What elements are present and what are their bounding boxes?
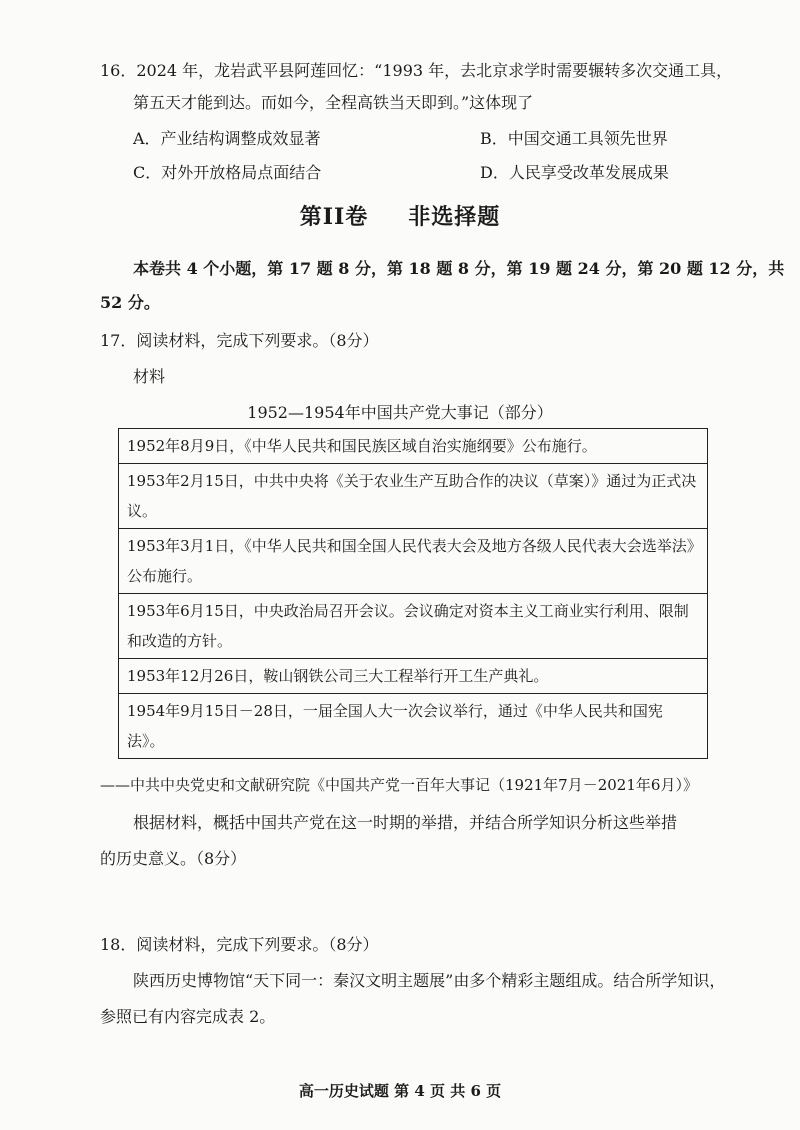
- event-row: 1953年12月26日，鞍山钢铁公司三大工程举行开工生产典礼。: [119, 659, 707, 694]
- q16-option-b: B．中国交通工具领先世界: [480, 129, 668, 148]
- event-row: 1952年8月9日，《中华人民共和国民族区域自治实施纲要》公布施行。: [119, 429, 707, 464]
- q18-prompt: 18．阅读材料，完成下列要求。（8分）: [100, 935, 379, 954]
- q18-material-line-2: 参照已有内容完成表 2。: [100, 1007, 276, 1026]
- section-intro-line-2: 52 分。: [100, 293, 160, 312]
- q17-material-label: 材料: [133, 367, 166, 386]
- q16-option-a: A．产业结构调整成效显著: [133, 129, 321, 148]
- event-row: 1953年2月15日，中共中央将《关于农业生产互助合作的决议（草案）》通过为正式决议。: [119, 464, 707, 529]
- q17-events-table: [118, 428, 708, 759]
- q16-stem-line-1: 16．2024 年，龙岩武平县阿莲回忆：“1993 年，去北京求学时需要辗转多次交通工具，: [100, 61, 733, 80]
- q17-question-line-2: 的历史意义。（8分）: [100, 849, 247, 868]
- q17-question-line-1: 根据材料，概括中国共产党在这一时期的举措，并结合所学知识分析这些举措: [133, 813, 678, 832]
- section-title: [0, 206, 800, 228]
- event-row: 1953年6月15日，中央政治局召开会议。会议确定对资本主义工商业实行利用、限制和改造的方针。: [119, 594, 707, 659]
- q18-material-line-1: 陕西历史博物馆“天下同一：秦汉文明主题展”由多个精彩主题组成。结合所学知识，: [133, 971, 726, 990]
- q16-option-d: D．人民享受改革发展成果: [480, 163, 669, 182]
- q17-table-caption: 1952—1954年中国共产党大事记（部分）: [247, 403, 553, 422]
- q17-source: ——中共中央党史和文献研究院《中国共产党一百年大事记（1921年7月－2021年6月）》: [100, 776, 698, 794]
- q16-option-c: C．对外开放格局点面结合: [133, 163, 322, 182]
- section-intro-line-1: 本卷共 4 个小题，第 17 题 8 分，第 18 题 8 分，第 19 题 24 分，第 20 题 12 分，共: [133, 259, 785, 278]
- section-title-part1: 第II卷: [299, 204, 369, 230]
- section-title-part2: 非选择题: [408, 204, 501, 230]
- event-row: 1953年3月1日，《中华人民共和国全国人民代表大会及地方各级人民代表大会选举法》公布施行。: [119, 529, 707, 594]
- event-row: 1954年9月15日－28日，一届全国人大一次会议举行，通过《中华人民共和国宪法》。: [127, 702, 663, 750]
- q17-prompt: 17．阅读材料，完成下列要求。（8分）: [100, 331, 379, 350]
- page-footer: 高一历史试题 第 4 页 共 6 页: [298, 1082, 502, 1100]
- q16-stem-line-2: 第五天才能到达。而如今，全程高铁当天即到。”这体现了: [133, 93, 534, 112]
